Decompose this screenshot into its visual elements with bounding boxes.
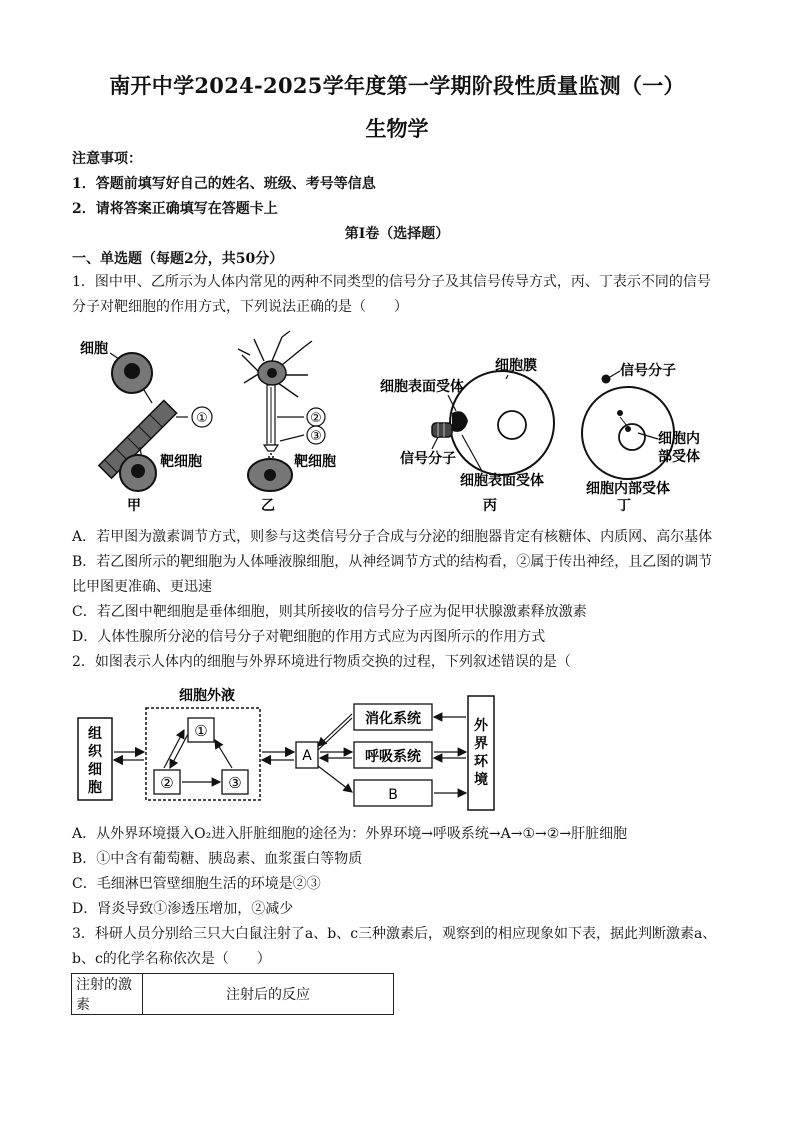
ding-inner-bottom: 细胞内部受体 — [586, 481, 670, 497]
respiratory-label: 呼吸系统 — [365, 749, 421, 765]
node-1: ① — [194, 722, 208, 740]
q1-option-b: B．若乙图所示的靶细胞为人体唾液腺细胞，从神经调节方式的结构看，②属于传出神经，且乙图的调节比甲图更准确、更迅速 — [72, 554, 713, 595]
q2-option-a: A．从外界环境摄入O₂进入肝脏细胞的途径为：外界环境→呼吸系统→A→①→②→肝脏细胞 — [72, 826, 628, 842]
q2-option-b: B．①中含有葡萄糖、胰岛素、血浆蛋白等物质 — [72, 851, 363, 867]
ding-caption: 丁 — [617, 498, 631, 514]
q1-stem: 1．图中甲、乙所示为人体内常见的两种不同类型的信号分子及其信号传导方式，丙、丁表示不同的信号分子对靶细胞的作用方式，下列说法正确的是（ ） — [72, 274, 711, 315]
bing-signal-label: 信号分子 — [400, 451, 456, 467]
q3-table — [71, 973, 394, 1015]
q1-option-a: A．若甲图为激素调节方式，则参与这类信号分子合成与分泌的细胞器肯定有核糖体、内质网、高尔基体 — [72, 529, 713, 545]
q2-stem: 2．如图表示人体内的细胞与外界环境进行物质交换的过程，下列叙述错误的是（ — [72, 654, 571, 670]
svg-text:界: 界 — [474, 736, 488, 752]
notice-item-1: 1．答题前填写好自己的姓名、班级、考号等信息 — [72, 176, 376, 192]
svg-text:境: 境 — [474, 772, 488, 788]
svg-text:织: 织 — [88, 744, 102, 760]
yi-mark-2: ② — [310, 411, 322, 426]
bing-caption: 丙 — [483, 498, 497, 514]
q3-header-hormone: 注射的激素 — [72, 974, 143, 1015]
svg-text:组: 组 — [88, 726, 102, 742]
volume-heading: 第Ⅰ卷（选择题） — [344, 226, 450, 242]
ding-inner-label-2: 部受体 — [658, 449, 700, 465]
node-a: A — [302, 748, 312, 764]
yi-caption: 乙 — [261, 498, 275, 514]
environment-box — [468, 696, 494, 810]
q3-header-reaction: 注射后的反应 — [143, 974, 394, 1015]
node-3: ③ — [228, 774, 242, 792]
q3-stem: 3．科研人员分别给三只大白鼠注射了a、b、c三种激素后，观察到的相应现象如下表，据此判断激素a、b、c的化学名称依次是（ ） — [72, 926, 717, 967]
exam-subject: 生物学 — [365, 116, 429, 141]
ding-inner-label-1: 细胞内 — [658, 431, 700, 447]
svg-text:外: 外 — [474, 718, 488, 734]
exam-title: 南开中学2024-2025学年度第一学期阶段性质量监测（一） — [109, 73, 685, 98]
jia-caption: 甲 — [127, 498, 141, 514]
jia-mark-1: ① — [196, 411, 208, 426]
digestive-label: 消化系统 — [365, 711, 421, 727]
figure-bing — [380, 357, 554, 514]
notice-item-2: 2．请将答案正确填写在答题卡上 — [72, 201, 278, 217]
table-row — [72, 974, 394, 1015]
svg-text:环: 环 — [474, 754, 488, 770]
q2-option-d: D．肾炎导致①渗透压增加，②减少 — [72, 901, 294, 917]
bing-membrane-label: 细胞膜 — [495, 358, 537, 374]
yi-target-label: 靶细胞 — [294, 454, 336, 470]
ecf-label: 细胞外液 — [179, 688, 235, 704]
notice-heading: 注意事项： — [72, 151, 142, 167]
q1-option-c: C．若乙图中靶细胞是垂体细胞，则其所接收的信号分子应为促甲状腺激素释放激素 — [72, 604, 587, 620]
q1-figure — [72, 325, 722, 520]
jia-target-label: 靶细胞 — [160, 454, 202, 470]
bing-receptor-bottom: 细胞表面受体 — [460, 473, 544, 489]
figure-yi — [238, 331, 336, 514]
svg-text:细: 细 — [88, 762, 102, 778]
ding-signal-label: 信号分子 — [620, 363, 676, 379]
node-b: B — [388, 787, 398, 803]
figure-ding — [582, 362, 700, 514]
q1-option-d: D．人体性腺所分泌的信号分子对靶细胞的作用方式应为丙图所示的作用方式 — [72, 629, 546, 645]
q2-option-c: C．毛细淋巴管壁细胞生活的环境是②③ — [72, 876, 321, 892]
part-heading: 一、单选题（每题2分，共50分） — [72, 251, 284, 267]
jia-cell-label: 细胞 — [80, 341, 108, 357]
q2-figure — [70, 680, 500, 815]
node-2: ② — [160, 774, 174, 792]
figure-jia — [80, 340, 212, 514]
yi-mark-3: ③ — [310, 429, 322, 444]
bing-receptor-top: 细胞表面受体 — [380, 379, 464, 395]
svg-text:胞: 胞 — [88, 780, 102, 796]
